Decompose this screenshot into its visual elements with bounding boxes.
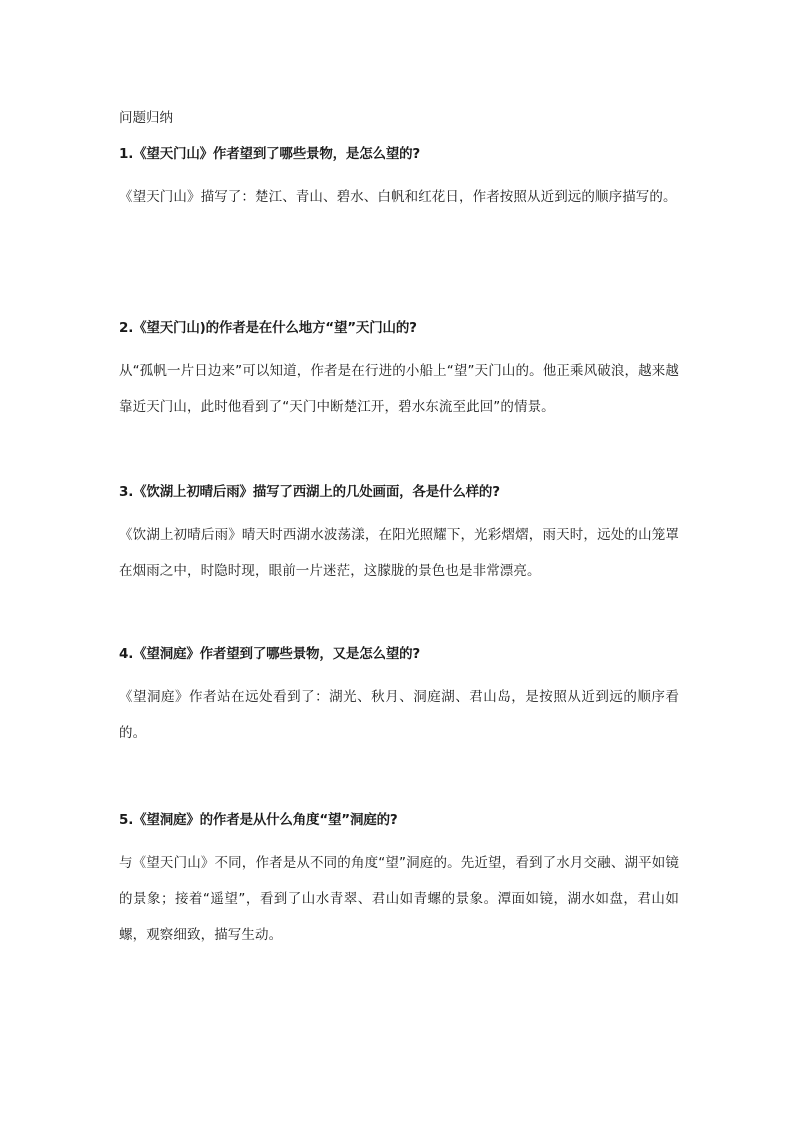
document-page: [119, 108, 679, 953]
qa-section-3: [119, 482, 679, 644]
question-heading: 5.《望洞庭》的作者是从什么角度“望”洞庭的?: [119, 812, 398, 828]
question-heading: 2.《望天门山)的作者是在什么地方“望”天门山的?: [119, 320, 417, 336]
qa-section-1: [119, 144, 679, 318]
answer-paragraph: 《望天门山》描写了：楚江、青山、碧水、白帆和红花日，作者按照从近到远的顺序描写的。: [119, 189, 677, 205]
answer-paragraph: 与《望天门山》不同，作者是从不同的角度“望”洞庭的。先近望，看到了水月交融、湖平如镜的景象；接着“遥望”，看到了山水青翠、君山如青螺的景象。潭面如镜，湖水如盘，君山如螺，观察细致，描写生动。: [119, 855, 679, 943]
answer-paragraph: 《饮湖上初晴后雨》晴天时西湖水波荡漾，在阳光照耀下，光彩熠熠，雨天时，远处的山笼罩在烟雨之中，时隐时现，眼前一片迷茫，这朦胧的景色也是非常漂亮。: [119, 527, 679, 579]
question-heading: 3.《饮湖上初晴后雨》描写了西湖上的几处画面，各是什么样的?: [119, 484, 500, 500]
qa-section-2: [119, 318, 679, 482]
question-heading: 1.《望天门山》作者望到了哪些景物，是怎么望的?: [119, 146, 421, 162]
answer-paragraph: 从“孤帆一片日边来”可以知道，作者是在行进的小船上“望”天门山的。他正乘风破浪，越来越靠近天门山，此时他看到了“天门中断楚江开，碧水东流至此回”的情景。: [119, 363, 679, 415]
qa-section-5: [119, 810, 679, 953]
qa-section-4: [119, 644, 679, 810]
document-title: 问题归纳: [119, 110, 173, 126]
question-heading: 4.《望洞庭》作者望到了哪些景物，又是怎么望的?: [119, 646, 421, 662]
answer-paragraph: 《望洞庭》作者站在远处看到了：湖光、秋月、洞庭湖、君山岛，是按照从近到远的顺序看的。: [119, 689, 679, 741]
